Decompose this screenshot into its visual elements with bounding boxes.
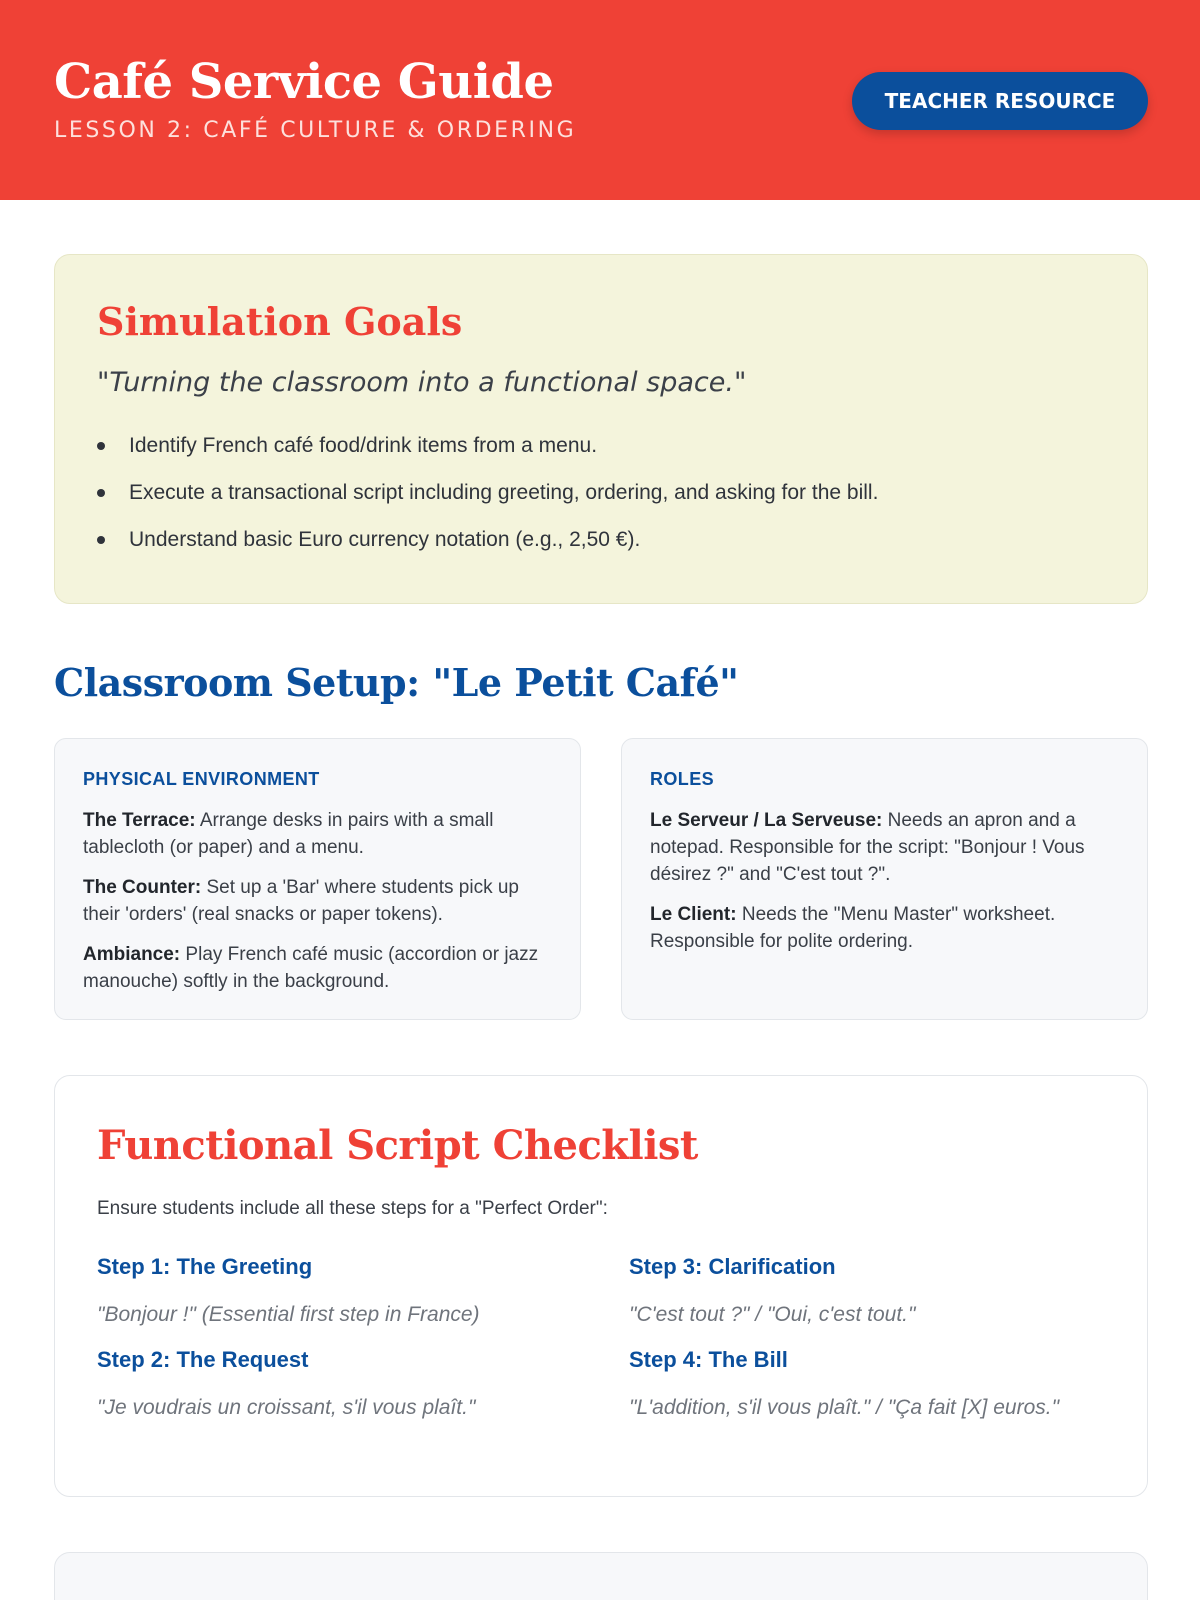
role-item-text: Needs the "Menu Master" worksheet. Responsible for polite ordering. — [650, 904, 1056, 952]
physical-environment-card — [54, 738, 581, 1020]
physical-environment-heading: PHYSICAL ENVIRONMENT — [83, 769, 320, 789]
goals-title: Simulation Goals — [97, 299, 463, 344]
goal-text: Identify French café food/drink items from a menu. — [129, 434, 598, 457]
script-intro: Ensure students include all these steps for a "Perfect Order": — [97, 1198, 608, 1219]
goals-quote: "Turning the classroom into a functional space." — [97, 367, 747, 398]
step-quote: "Je voudrais un croissant, s'il vous plaît." — [97, 1396, 476, 1419]
goal-item — [97, 480, 878, 527]
goal-item — [97, 527, 878, 574]
script-step — [629, 1347, 1069, 1424]
bullet-icon — [97, 442, 105, 450]
script-step — [629, 1254, 1069, 1331]
setup-item-text: Play French café music (accordion or jazz manouche) softly in the background. — [83, 944, 539, 992]
step-name: Step 2: The Request — [97, 1347, 309, 1372]
setup-item-text: Set up a 'Bar' where students pick up their 'orders' (real snacks or paper tokens). — [83, 877, 519, 925]
setup-item-text: Arrange desks in pairs with a small tablecloth (or paper) and a menu. — [83, 810, 494, 858]
step-name: Step 4: The Bill — [629, 1347, 788, 1372]
bullet-icon — [97, 489, 105, 497]
setup-item-label: Ambiance: — [83, 944, 181, 965]
setup-item-label: The Counter: — [83, 877, 202, 898]
roles-body — [650, 807, 1125, 968]
roles-card — [621, 738, 1148, 1020]
roles-heading: ROLES — [650, 769, 715, 789]
script-step — [97, 1254, 537, 1331]
step-name: Step 1: The Greeting — [97, 1254, 313, 1279]
lesson-subtitle: LESSON 2: CAFÉ CULTURE & ORDERING — [54, 118, 577, 143]
physical-environment-body — [83, 807, 558, 1008]
role-item — [650, 901, 1125, 955]
setup-item — [83, 874, 558, 928]
classroom-setup-title: Classroom Setup: "Le Petit Café" — [54, 660, 739, 705]
step-quote: "Bonjour !" (Essential first step in France) — [97, 1303, 480, 1326]
goals-list — [97, 433, 878, 574]
script-checklist-title: Functional Script Checklist — [97, 1122, 698, 1169]
step-quote: "L'addition, s'il vous plaît." / "Ça fait [X] euros." — [629, 1396, 1060, 1419]
role-item — [650, 807, 1125, 888]
functional-script-checklist-card — [54, 1075, 1148, 1497]
goal-text: Understand basic Euro currency notation (e.g., 2,50 €). — [129, 528, 641, 551]
goal-item — [97, 433, 878, 480]
page-title: Café Service Guide — [54, 54, 554, 110]
role-item-label: Le Serveur / La Serveuse: — [650, 810, 883, 831]
role-item-text: Needs an apron and a notepad. Responsible for the script: "Bonjour ! Vous désirez ?" and "C'est tout ?". — [650, 810, 1085, 885]
teacher-resource-badge: TEACHER RESOURCE — [852, 72, 1148, 130]
setup-item — [83, 807, 558, 861]
simulation-goals-card — [54, 254, 1148, 604]
role-item-label: Le Client: — [650, 904, 737, 925]
goal-text: Execute a transactional script including greeting, ordering, and asking for the bill. — [129, 481, 879, 504]
next-section-card — [54, 1552, 1148, 1600]
setup-item-label: The Terrace: — [83, 810, 196, 831]
step-quote: "C'est tout ?" / "Oui, c'est tout." — [629, 1303, 916, 1326]
step-name: Step 3: Clarification — [629, 1254, 836, 1279]
script-step — [97, 1347, 537, 1424]
page-header — [0, 0, 1200, 200]
setup-item — [83, 941, 558, 995]
bullet-icon — [97, 536, 105, 544]
